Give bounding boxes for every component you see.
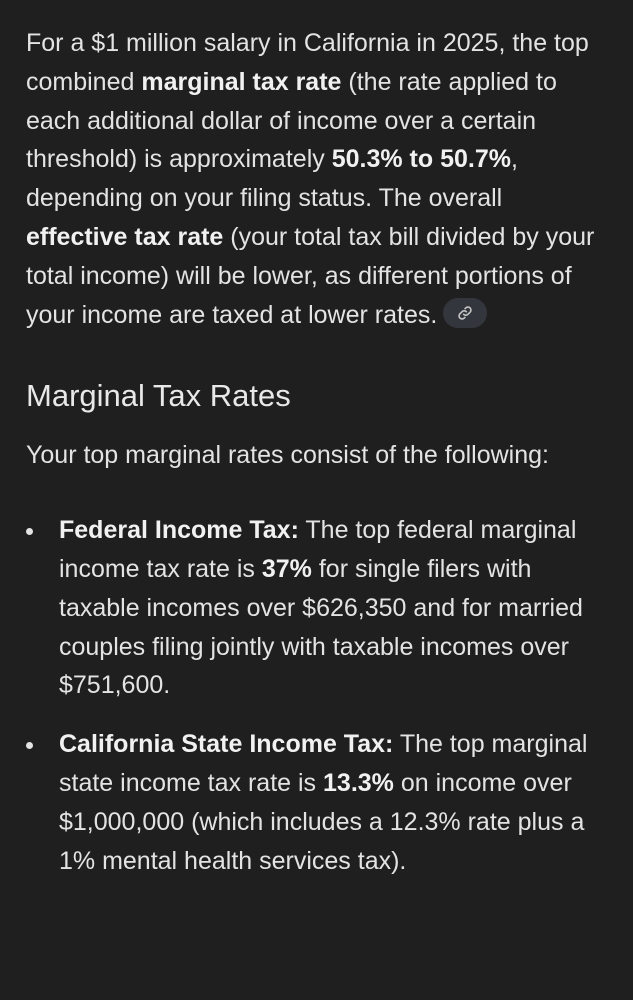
intro-text-4: (your total tax bill divided by your total income) will be lower, as different portions of your income are taxed at lower rates. (26, 222, 595, 329)
federal-text-1: The top federal marginal income tax rate is (59, 516, 577, 583)
section-intro: Your top marginal rates consist of the following: (26, 441, 549, 470)
link-icon (457, 305, 473, 321)
california-rate: 13.3% (323, 768, 394, 797)
bullet-icon (26, 528, 33, 535)
intro-paragraph (26, 24, 609, 334)
section-heading: Marginal Tax Rates (26, 378, 291, 414)
federal-label: Federal Income Tax: (59, 516, 299, 545)
intro-text-3: , depending on your filing status. The overall (26, 145, 518, 213)
california-label: California State Income Tax: (59, 730, 394, 759)
list-item-california (26, 725, 609, 880)
list-item-federal (26, 511, 609, 705)
intro-text-2: (the rate applied to each additional dollar of income over a certain threshold) is approximately (26, 67, 557, 174)
intro-text-1: For a $1 million salary in California in 2025, the top combined (26, 29, 589, 96)
intro-bold-rate: 50.3% to 50.7% (331, 145, 511, 174)
intro-bold-effective: effective tax rate (26, 222, 224, 251)
source-link-chip[interactable] (443, 298, 487, 328)
intro-bold-marginal: marginal tax rate (141, 67, 342, 96)
federal-rate: 37% (261, 554, 312, 583)
california-text-1: The top marginal state income tax rate is (59, 730, 588, 797)
california-text-2: on income over $1,000,000 (which includes a 12.3% rate plus a 1% mental health services tax). (59, 768, 585, 875)
rates-list (26, 511, 609, 880)
federal-text-2: for single filers with taxable incomes over $626,350 and for married couples filing jointly with taxable incomes over $751,600. (59, 554, 583, 700)
bullet-icon (26, 742, 33, 749)
